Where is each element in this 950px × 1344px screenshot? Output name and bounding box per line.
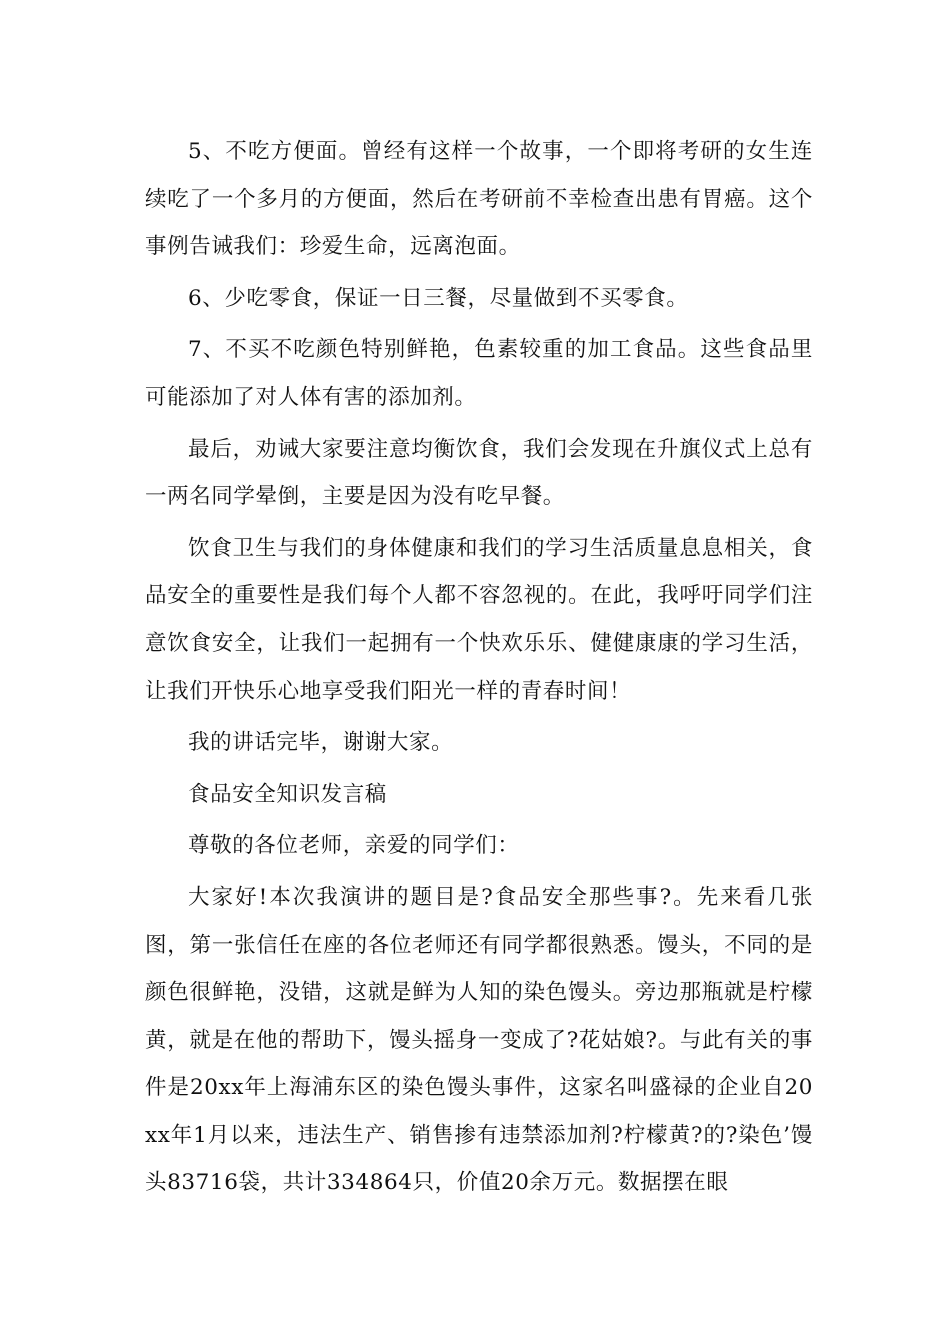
paragraph-conclusion: 最后，劝诫大家要注意均衡饮食，我们会发现在升旗仪式上总有一两名同学晕倒，主要是因为没有吃早餐。	[145, 436, 813, 510]
paragraph-item-5: 5、不吃方便面。曾经有这样一个故事，一个即将考研的女生连续吃了一个多月的方便面，然后在考研前不幸检查出患有胃癌。这个事例告诫我们：珍爱生命，远离泡面。	[145, 139, 813, 260]
paragraph-appeal: 饮食卫生与我们的身体健康和我们的学习生活质量息息相关，食品安全的重要性是我们每个人都不容忽视的。在此，我呼吁同学们注意饮食安全，让我们一起拥有一个快欢乐乐、健健康康的学习生活，让我们开快乐心地享受我们阳光一样的青春时间！	[145, 535, 813, 704]
section-title: 食品安全知识发言稿	[188, 781, 387, 807]
paragraph-item-7: 7、不买不吃颜色特别鲜艳，色素较重的加工食品。这些食品里可能添加了对人体有害的添加剂。	[145, 337, 813, 410]
paragraph-item-6: 6、少吃零食，保证一日三餐，尽量做到不买零食。	[188, 285, 689, 311]
document-body	[145, 128, 813, 1211]
salutation: 尊敬的各位老师，亲爱的同学们：	[188, 833, 520, 859]
paragraph-closing: 我的讲话完毕，谢谢大家。	[188, 730, 454, 756]
paragraph-speech-intro: 大家好!本次我演讲的题目是?食品安全那些事?。先来看几张图，第一张信任在座的各位老师还有同学都很熟悉。馒头，不同的是颜色很鲜艳，没错，这就是鲜为人知的染色馒头。旁边那瓶就是柠檬黄，就是在他的帮助下，馒头摇身一变成了?花姑娘?。与此有关的事件是20xx年上海浦东区的染色馒头事件，这家名叫盛禄的企业自20xx年1月以来，违法生产、销售掺有违禁添加剂?柠檬黄?的?染色’馒头83716袋，共计334864只，价值20余万元。数据摆在眼	[145, 884, 813, 1196]
